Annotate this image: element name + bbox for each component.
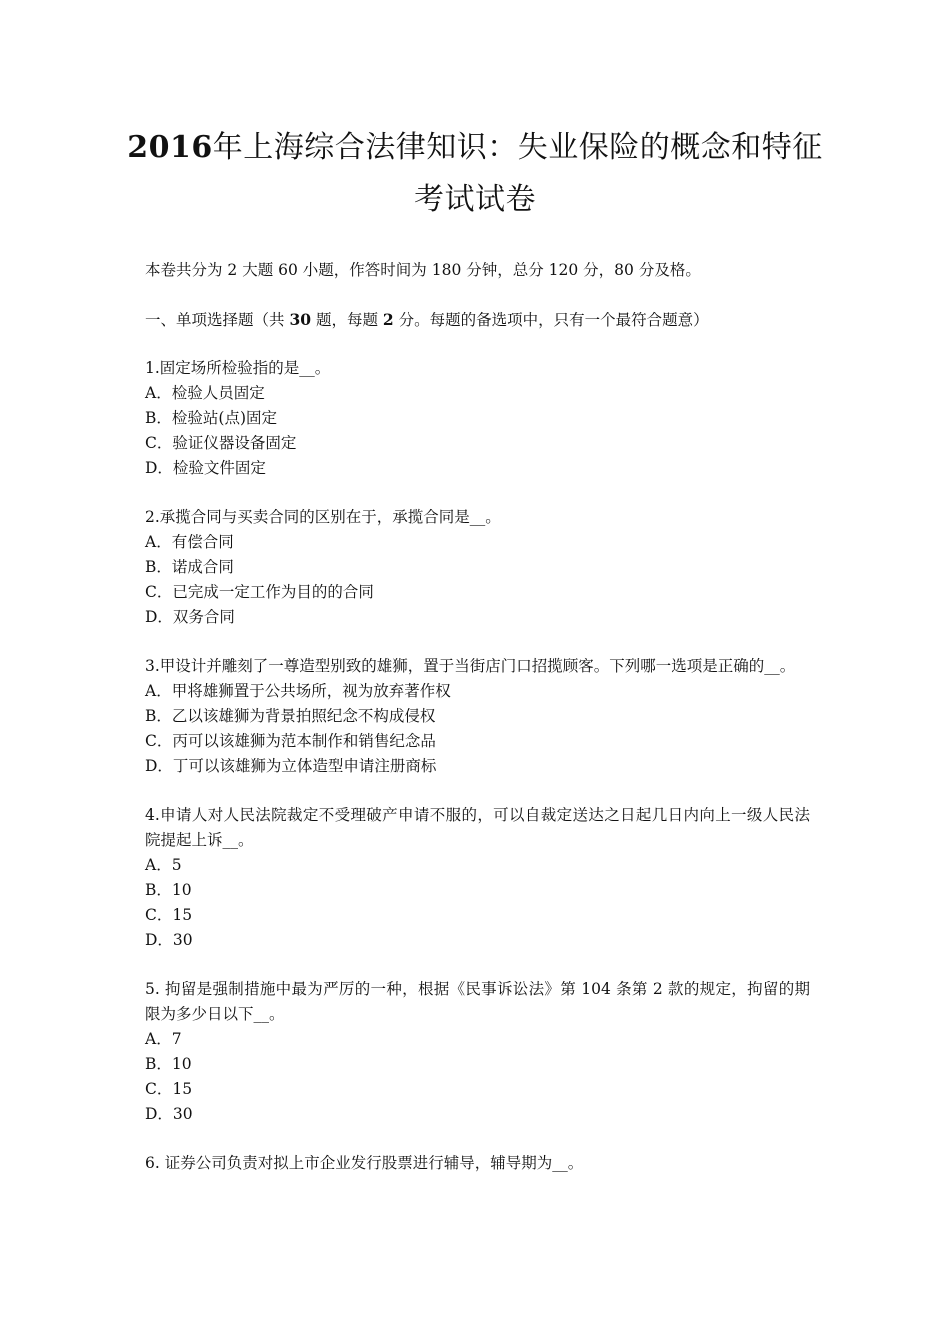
question-item xyxy=(145,654,810,779)
question-item xyxy=(145,1151,810,1176)
answer-option: B．检验站(点)固定 xyxy=(145,409,277,427)
title-text: 年上海综合法律知识：失业保险的概念和特征 xyxy=(212,130,823,165)
question-stem: 4.申请人对人民法院裁定不受理破产申请不服的，可以自裁定送达之日起几日内向上一级人民法院提起上诉__。 xyxy=(145,806,810,849)
exam-intro: 本卷共分为 2 大题 60 小题，作答时间为 180 分钟，总分 120 分，80 分及格。 xyxy=(145,261,701,279)
answer-option: A．7 xyxy=(145,1030,182,1048)
question-stem: 2.承揽合同与买卖合同的区别在于，承揽合同是__。 xyxy=(145,508,501,526)
answer-option: B．乙以该雄狮为背景拍照纪念不构成侵权 xyxy=(145,707,436,725)
section-suffix: 分。每题的备选项中，只有一个最符合题意） xyxy=(393,311,709,329)
answer-option: C．验证仪器设备固定 xyxy=(145,434,297,452)
answer-option: A．有偿合同 xyxy=(145,533,234,551)
section-prefix: 一、单项选择题（共 xyxy=(145,311,290,329)
section-points: 2 xyxy=(382,310,394,329)
exam-content xyxy=(145,258,810,1176)
answer-option: D．30 xyxy=(145,931,193,949)
question-stem: 1.固定场所检验指的是__。 xyxy=(145,359,331,377)
question-stem: 6. 证券公司负责对拟上市企业发行股票进行辅导，辅导期为__。 xyxy=(145,1154,584,1172)
section-middle: 题，每题 xyxy=(311,311,383,329)
title-year: 2016 xyxy=(127,130,213,165)
document-subtitle: 考试试卷 xyxy=(414,182,536,217)
answer-option: D．30 xyxy=(145,1105,193,1123)
answer-option: A．甲将雄狮置于公共场所，视为放弃著作权 xyxy=(145,682,451,700)
answer-option: C．丙可以该雄狮为范本制作和销售纪念品 xyxy=(145,732,436,750)
question-item xyxy=(145,977,810,1127)
answer-option: B．10 xyxy=(145,1055,192,1073)
answer-option: A．5 xyxy=(145,856,182,874)
answer-option: B．诺成合同 xyxy=(145,558,234,576)
question-item xyxy=(145,803,810,953)
answer-option: B．10 xyxy=(145,881,192,899)
answer-option: D．双务合同 xyxy=(145,608,235,626)
answer-option: C．15 xyxy=(145,906,193,924)
question-item xyxy=(145,505,810,630)
section-count: 30 xyxy=(289,310,312,329)
question-stem: 3.甲设计并雕刻了一尊造型别致的雄狮，置于当街店门口招揽顾客。下列哪一选项是正确的__。 xyxy=(145,657,796,675)
answer-option: C．已完成一定工作为目的的合同 xyxy=(145,583,374,601)
question-list xyxy=(145,356,810,1176)
question-stem: 5. 拘留是强制措施中最为严厉的一种，根据《民事诉讼法》第 104 条第 2 款的规定，拘留的期限为多少日以下__。 xyxy=(145,980,810,1023)
answer-option: D．检验文件固定 xyxy=(145,459,266,477)
answer-option: D．丁可以该雄狮为立体造型申请注册商标 xyxy=(145,757,437,775)
question-item xyxy=(145,356,810,481)
answer-option: C．15 xyxy=(145,1080,193,1098)
answer-option: A．检验人员固定 xyxy=(145,384,265,402)
section-heading xyxy=(145,307,810,332)
document-title xyxy=(0,122,950,174)
